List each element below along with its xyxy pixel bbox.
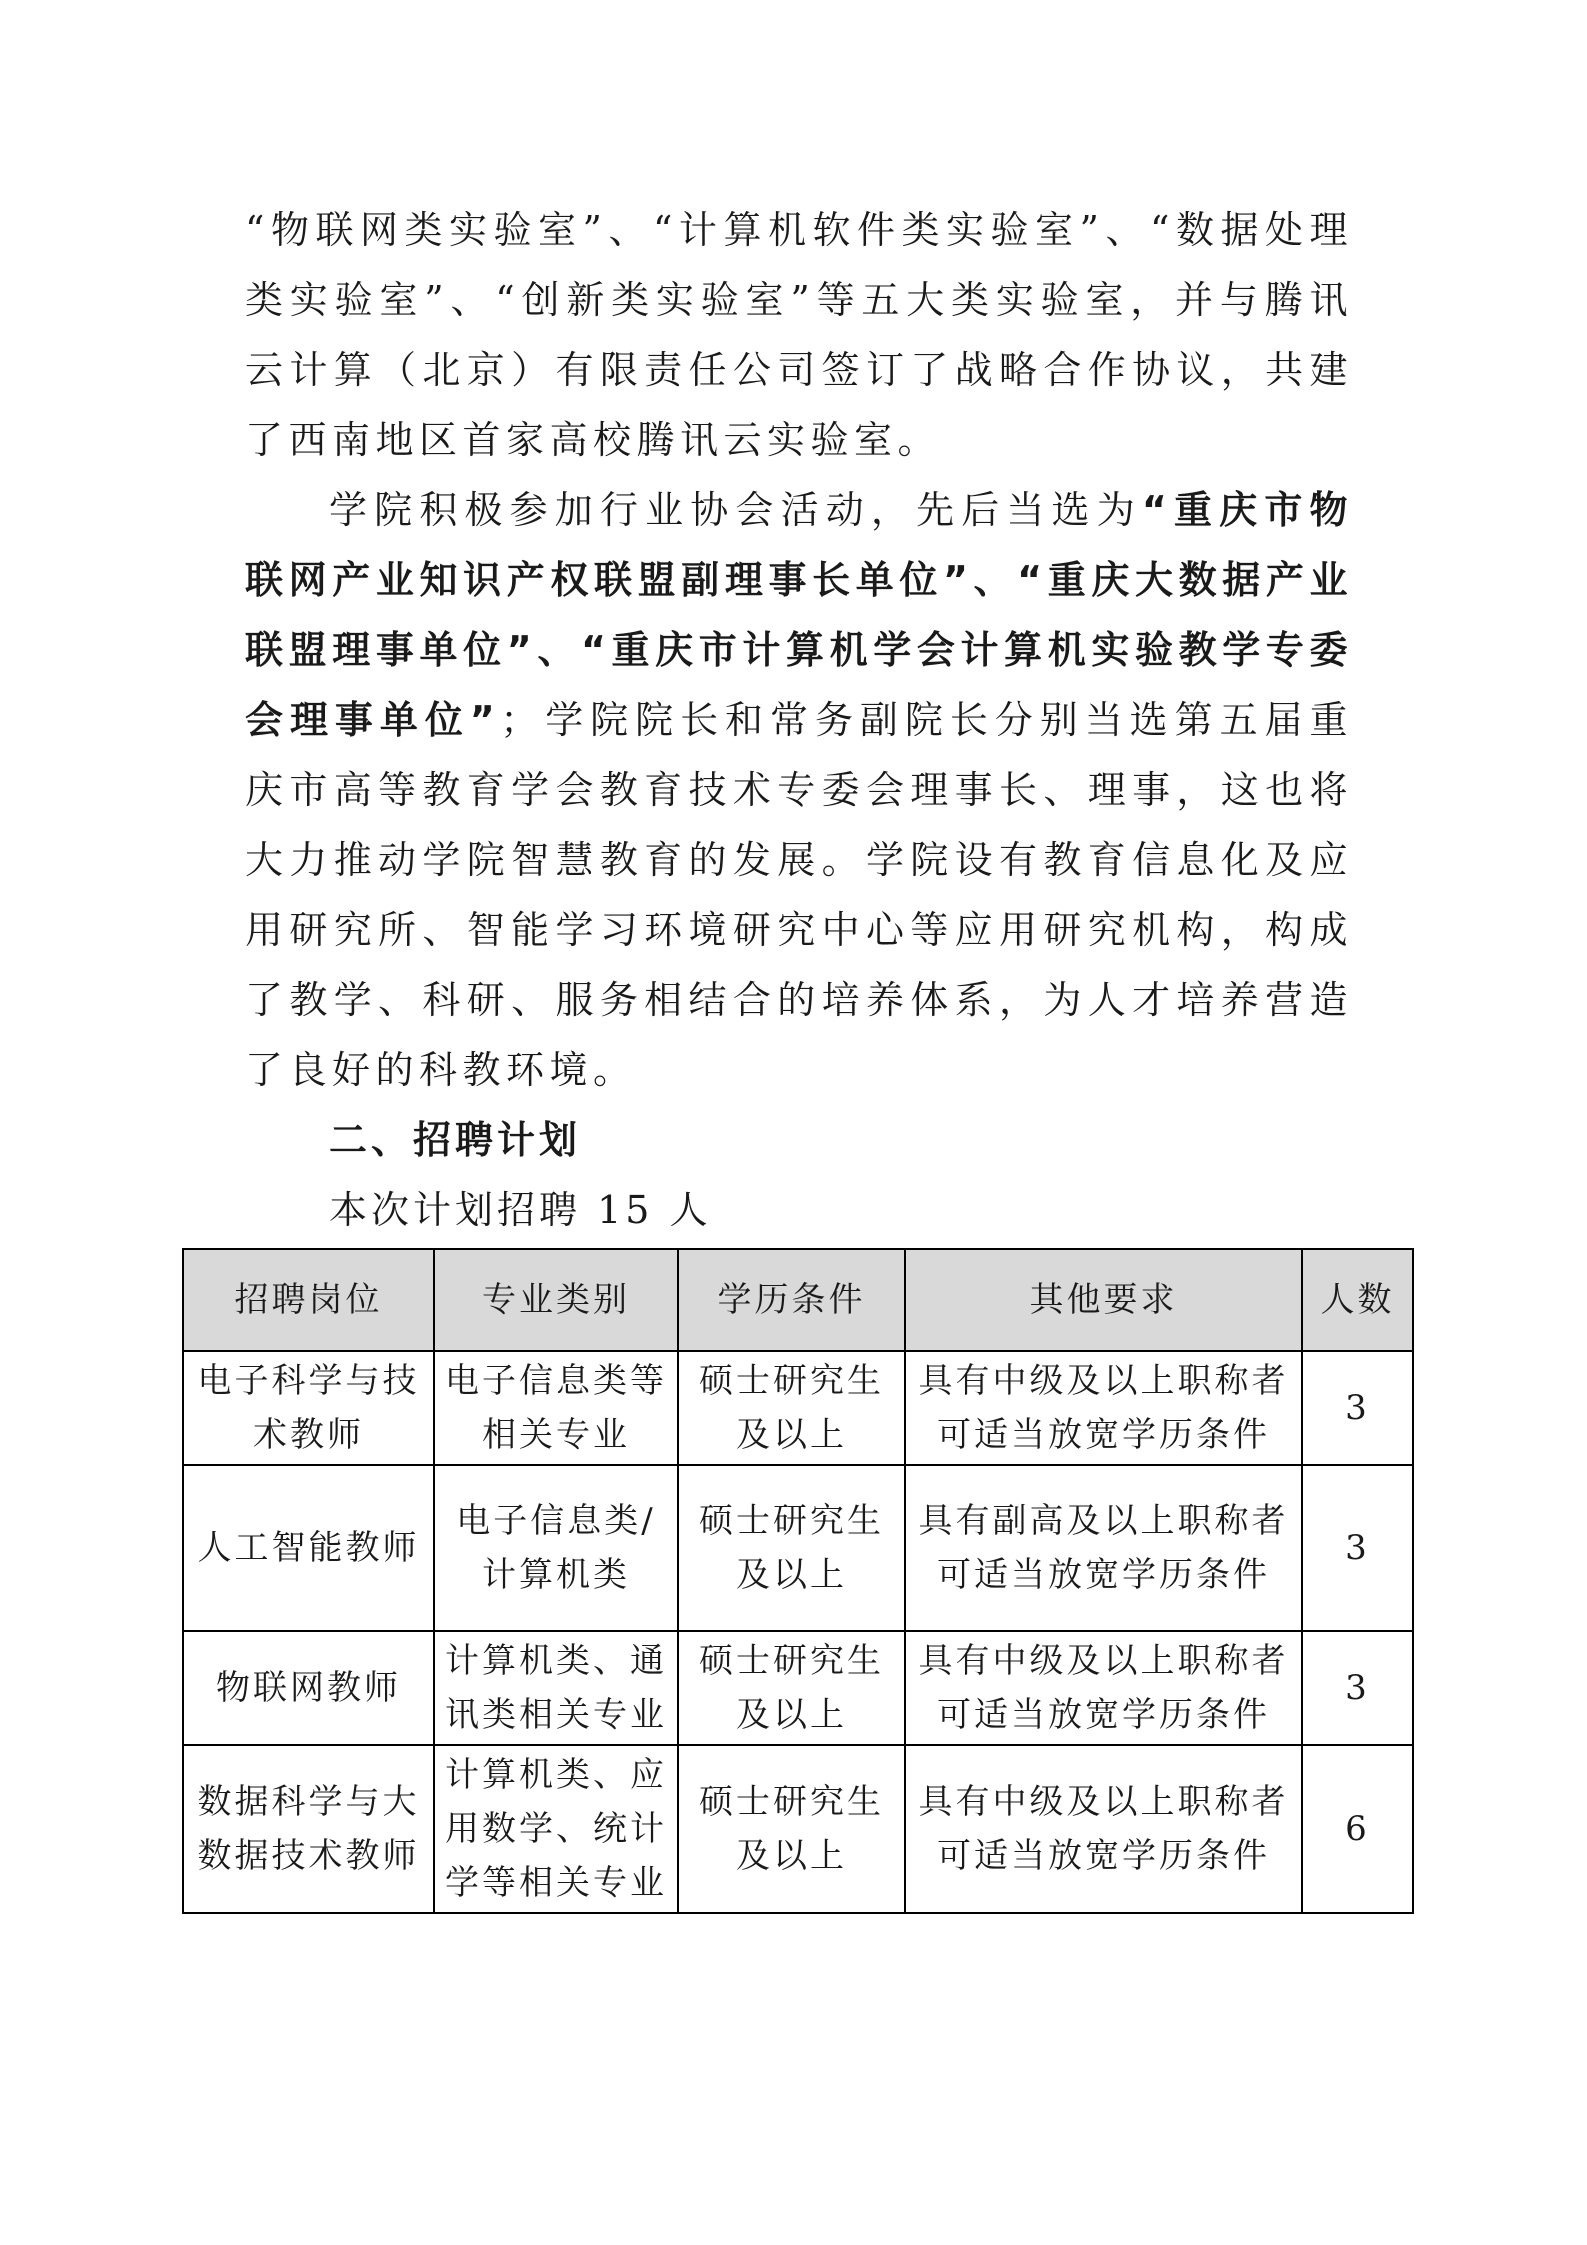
table-header-row [183,1249,1413,1351]
major-cell: 电子信息类等 相关专业 [434,1351,678,1465]
plan-summary: 本次计划招聘 15 人 [329,1188,712,1232]
position-cell: 人工智能教师 [183,1465,434,1631]
table-row [183,1745,1413,1913]
requirement-cell: 具有中级及以上职称者 可适当放宽学历条件 [905,1745,1302,1913]
table-row [183,1631,1413,1745]
paragraph-2-lead: 学院积极参加行业协会活动，先后当选为 [329,488,1142,532]
education-cell: 硕士研究生 及以上 [678,1631,905,1745]
education-cell: 硕士研究生 及以上 [678,1351,905,1465]
paragraph-2-highlight: “重庆市物联网产业知识产权联盟副理事长单位”、“重庆大数据产业联盟理事单位”、“重庆市计算机学会计算机实验教学专委会理事单位” [245,488,1353,742]
position-cell: 物联网教师 [183,1631,434,1745]
count-cell: 3 [1302,1631,1413,1745]
document-body [245,195,1353,1245]
recruitment-table [182,1248,1414,1914]
header-major: 专业类别 [434,1249,678,1351]
section-heading: 二、招聘计划 [329,1118,582,1162]
major-cell: 计算机类、通 讯类相关专业 [434,1631,678,1745]
count-cell: 3 [1302,1351,1413,1465]
requirement-cell: 具有中级及以上职称者 可适当放宽学历条件 [905,1351,1302,1465]
count-cell: 6 [1302,1745,1413,1913]
major-cell: 电子信息类/ 计算机类 [434,1465,678,1631]
education-cell: 硕士研究生 及以上 [678,1745,905,1913]
position-cell: 数据科学与大 数据技术教师 [183,1745,434,1913]
intro-paragraph-2 [245,475,1353,1105]
requirement-cell: 具有中级及以上职称者 可适当放宽学历条件 [905,1631,1302,1745]
table-row [183,1465,1413,1631]
paragraph-2-rest: ；学院院长和常务副院长分别当选第五届重庆市高等教育学会教育技术专委会理事长、理事，这也将大力推动学院智慧教育的发展。学院设有教育信息化及应用研究所、智能学习环境研究中心等应用研究机构，构成了教学、科研、服务相结合的培养体系，为人才培养营造了良好的科教环境。 [245,698,1353,1092]
requirement-cell: 具有副高及以上职称者 可适当放宽学历条件 [905,1465,1302,1631]
education-cell: 硕士研究生 及以上 [678,1465,905,1631]
header-requirement: 其他要求 [905,1249,1302,1351]
position-cell: 电子科学与技 术教师 [183,1351,434,1465]
header-position: 招聘岗位 [183,1249,434,1351]
major-cell: 计算机类、应 用数学、统计 学等相关专业 [434,1745,678,1913]
intro-paragraph-1: “物联网类实验室”、“计算机软件类实验室”、“数据处理类实验室”、“创新类实验室”等五大类实验室，并与腾讯云计算（北京）有限责任公司签订了战略合作协议，共建了西南地区首家高校腾讯云实验室。 [245,208,1353,462]
count-cell: 3 [1302,1465,1413,1631]
table-row [183,1351,1413,1465]
header-education: 学历条件 [678,1249,905,1351]
header-count: 人数 [1302,1249,1413,1351]
